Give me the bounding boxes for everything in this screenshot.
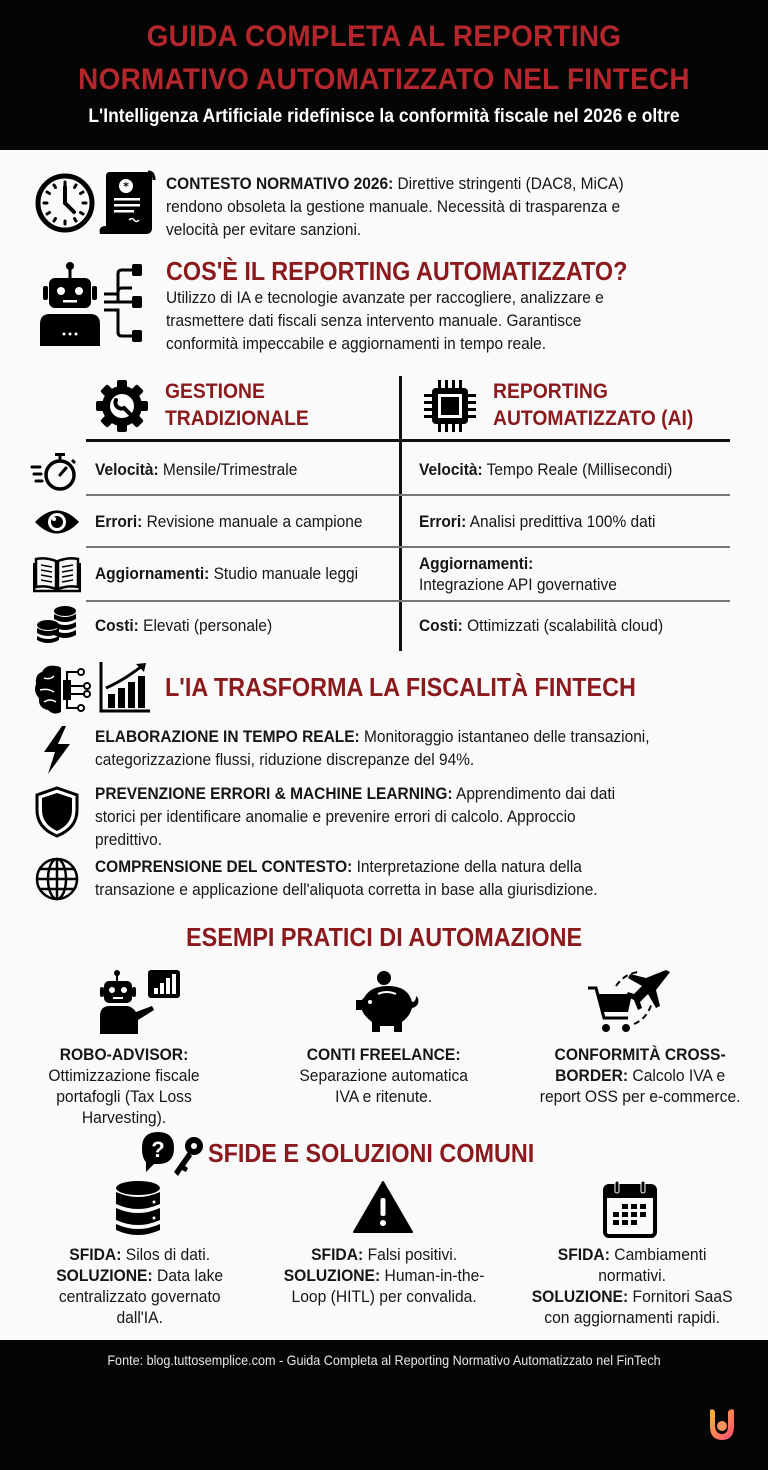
example-cross-border: CONFORMITÀ CROSS- BORDER: Calcolo IVA e report OSS per e-commerce. — [539, 1045, 741, 1106]
table-cell-traditional-updates: Aggiornamenti: Studio manuale leggi — [95, 564, 359, 583]
svg-text:?: ? — [151, 1137, 165, 1162]
row-divider — [86, 600, 730, 602]
calendar-icon — [602, 1180, 658, 1238]
definition-text: Utilizzo di IA e tecnologie avanzate per raccogliere, analizzare e trasmettere dati fiscali senza intervento manuale. Garantisce conformità impeccabile e aggiornamenti in tempo reale. — [166, 288, 604, 353]
examples-section — [0, 922, 768, 953]
column-header-automated: REPORTING AUTOMATIZZATO (AI) — [493, 380, 694, 430]
eye-icon — [33, 507, 81, 537]
challenges-title: SFIDE E SOLUZIONI COMUNI — [208, 1138, 535, 1168]
challenge-regulatory-changes: SFIDA: Cambiamenti normativi. SOLUZIONE: Fornitori SaaS con aggiornamenti rapidi. — [531, 1245, 733, 1327]
gear-wrench-icon — [94, 378, 150, 434]
lightning-icon — [40, 726, 74, 774]
column-header-traditional: GESTIONE TRADIZIONALE — [165, 380, 309, 430]
robot-advisor-icon — [96, 968, 184, 1034]
table-cell-traditional-errors: Errori: Revisione manuale a campione — [95, 512, 363, 531]
chip-icon — [422, 378, 478, 434]
coins-icon — [35, 605, 79, 645]
context-text: CONTESTO NORMATIVO 2026: Direttive stringenti (DAC8, MiCA) rendono obsoleta la gestione manuale. Necessità di trasparenza e velocità per evitare sanzioni. — [166, 174, 624, 239]
footer — [0, 1340, 768, 1470]
definition-title: COS'È IL REPORTING AUTOMATIZZATO? — [166, 256, 628, 286]
tuttosemplice-logo-icon — [704, 1406, 740, 1442]
database-icon — [114, 1180, 162, 1238]
row-divider — [86, 546, 730, 548]
shield-icon — [34, 786, 80, 838]
challenge-false-positives: SFIDA: Falsi positivi. SOLUZIONE: Human-in-the- Loop (HITL) per convalida. — [283, 1245, 485, 1306]
example-robo-advisor: ROBO-ADVISOR: Ottimizzazione fiscale portafogli (Tax Loss Harvesting). — [48, 1045, 200, 1127]
page-title-line2: NORMATIVO AUTOMATIZZATO NEL FINTECH — [78, 63, 690, 96]
challenge-data-silos: SFIDA: Silos di dati. SOLUZIONE: Data lake centralizzato governato dall'IA. — [56, 1245, 224, 1327]
ai-item-ml: PREVENZIONE ERRORI & MACHINE LEARNING: Apprendimento dai dati storici per identificare anomalie e prevenire errori di calcolo. Approccio predittivo. — [95, 784, 616, 849]
page-title-line1: GUIDA COMPLETA AL REPORTING — [146, 20, 622, 53]
ai-item-context: COMPRENSIONE DEL CONTESTO: Interpretazione della natura della transazione e applicazione dell'aliquota corretta in base alla giurisdizione. — [95, 857, 598, 899]
warning-icon — [352, 1180, 414, 1234]
book-icon — [33, 555, 81, 593]
table-cell-automated-updates: Aggiornamenti: Integrazione API governative — [419, 554, 617, 594]
clock-icon — [34, 172, 96, 234]
svg-text:*: * — [123, 180, 129, 193]
ai-section-title: L'IA TRASFORMA LA FISCALITÀ FINTECH — [165, 672, 636, 702]
ai-item-realtime: ELABORAZIONE IN TEMPO REALE: Monitoraggio istantaneo delle transazioni, categorizzazione flussi, riduzione discrepanze del 94%. — [95, 727, 650, 769]
table-cell-traditional-speed: Velocità: Mensile/Trimestrale — [95, 460, 298, 479]
stopwatch-icon — [30, 450, 80, 492]
table-cell-automated-errors: Errori: Analisi predittiva 100% dati — [419, 512, 656, 531]
example-freelance: CONTI FREELANCE: Separazione automatica IVA e ritenute. — [299, 1045, 469, 1106]
page-subtitle: L'Intelligenza Artificiale ridefinisce la conformità fiscale nel 2026 e oltre — [88, 106, 680, 127]
header-divider — [86, 439, 730, 442]
piggy-bank-icon — [350, 968, 422, 1034]
cart-plane-icon — [586, 966, 674, 1036]
globe-icon — [34, 856, 80, 902]
question-key-icon — [140, 1130, 206, 1178]
table-cell-traditional-costs: Costi: Elevati (personale) — [95, 616, 273, 635]
table-cell-automated-speed: Velocità: Tempo Reale (Millisecondi) — [419, 460, 673, 479]
brain-circuit-icon — [34, 662, 92, 716]
table-cell-automated-costs: Costi: Ottimizzati (scalabilità cloud) — [419, 616, 664, 635]
header-banner — [0, 0, 768, 150]
robot-network-icon — [32, 260, 150, 350]
row-divider — [86, 494, 730, 496]
source-link[interactable]: Fonte: blog.tuttosemplice.com - Guida Completa al Reporting Normativo Automatizzato nel FinTech — [107, 1352, 661, 1368]
examples-title: ESEMPI PRATICI DI AUTOMAZIONE — [185, 922, 583, 952]
column-divider — [399, 376, 402, 651]
context-label: CONTESTO NORMATIVO 2026: — [166, 174, 394, 193]
growth-chart-icon — [98, 660, 152, 714]
document-icon — [96, 168, 156, 236]
